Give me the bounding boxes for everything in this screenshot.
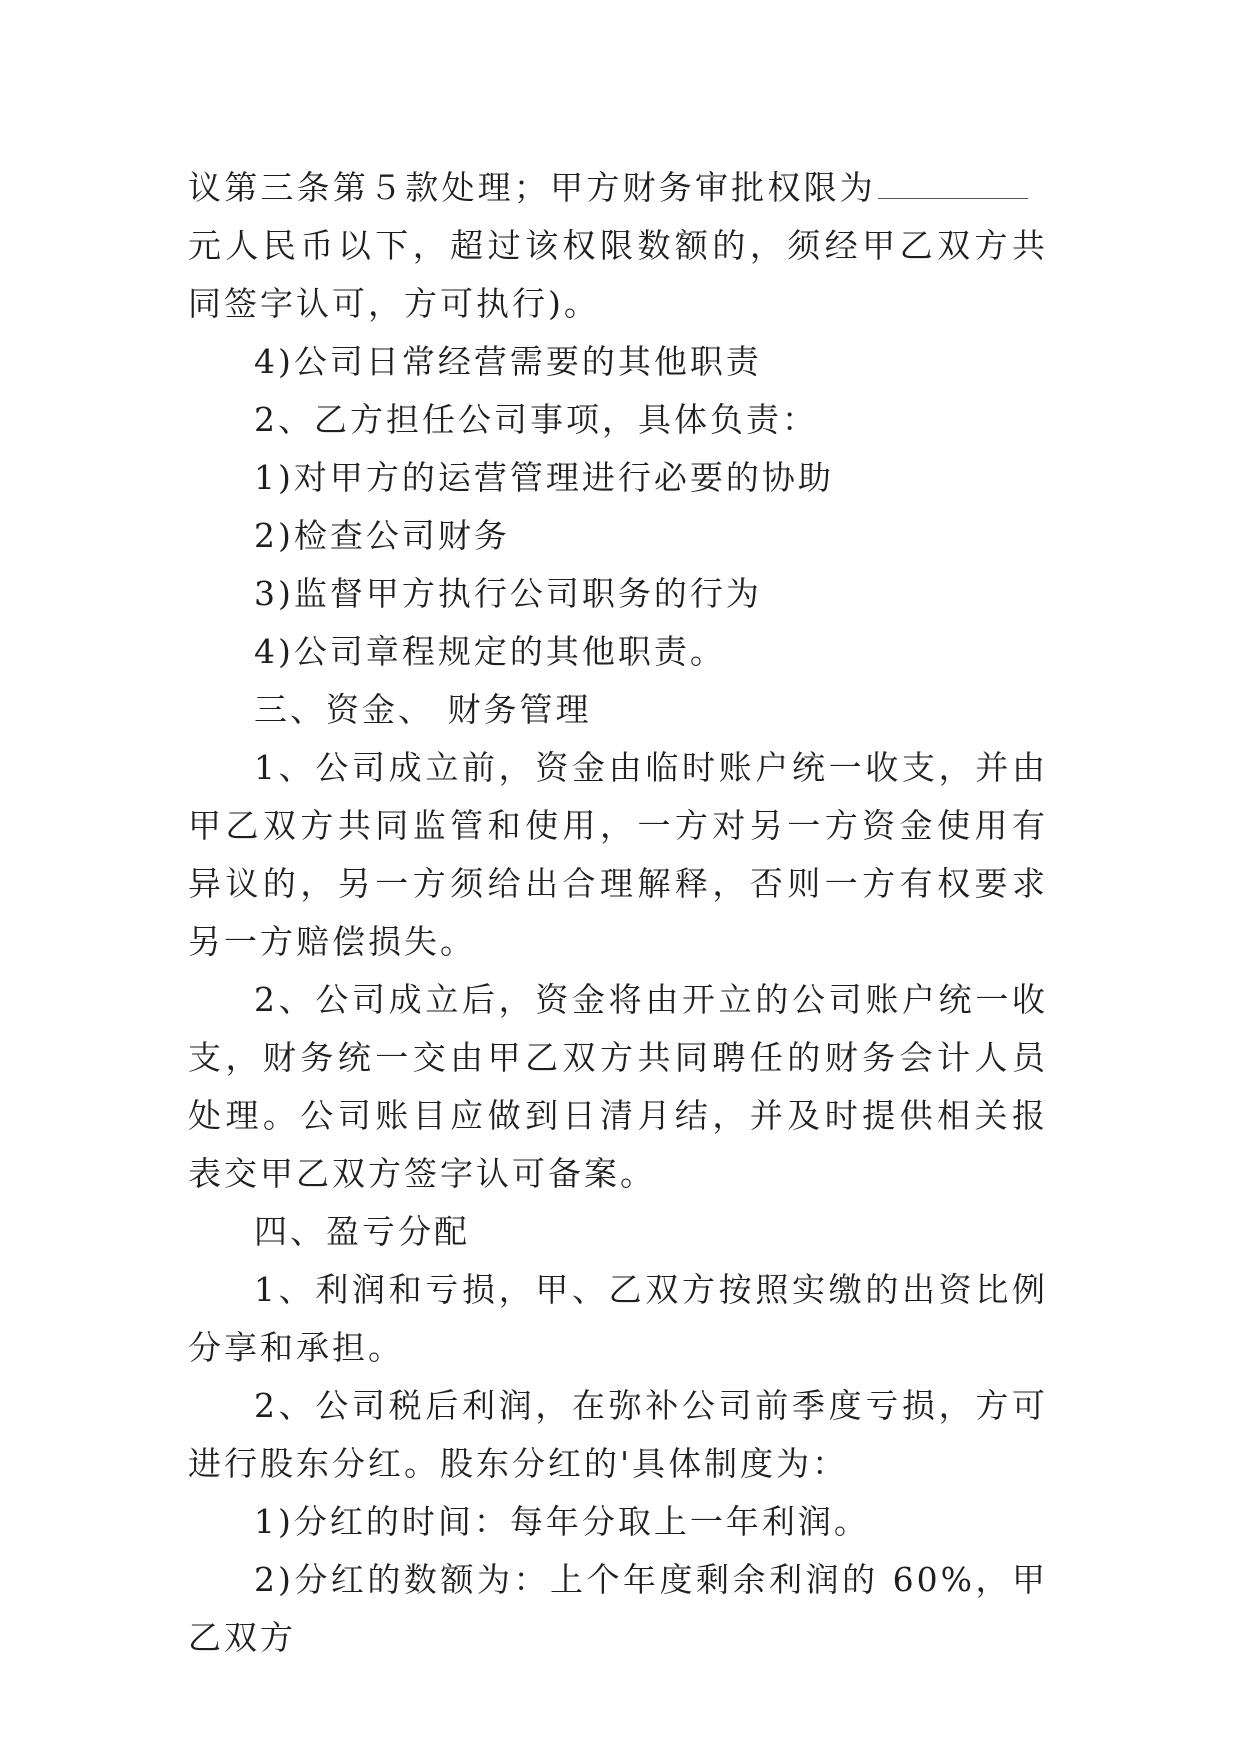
section-heading: 四、盈亏分配 <box>254 1212 470 1251</box>
paragraph: 2)分红的数额为：上个年度剩余利润的 60%，甲乙双方 <box>188 1560 1048 1657</box>
paragraph-text: 元人民币以下，超过该权限数额的，须经甲乙双方共同签字认可，方可执行)。 <box>188 226 1048 323</box>
paragraph: 2、公司税后利润，在弥补公司前季度亏损，方可进行股东分红。股东分红的'具体制度为： <box>188 1386 1048 1483</box>
section-heading: 三、资金、 财务管理 <box>254 690 592 729</box>
paragraph: 3)监督甲方执行公司职务的行为 <box>254 574 762 613</box>
paragraph: 2)检查公司财务 <box>254 516 510 555</box>
document-body <box>188 159 1048 1667</box>
paragraph-approval-limit <box>188 159 1048 333</box>
paragraph: 1)对甲方的运营管理进行必要的协助 <box>254 458 834 497</box>
paragraph: 1)分红的时间：每年分取上一年利润。 <box>254 1502 870 1541</box>
paragraph: 4)公司日常经营需要的其他职责 <box>254 342 762 381</box>
paragraph: 2、乙方担任公司事项，具体负责： <box>254 400 818 439</box>
paragraph: 2、公司成立后，资金将由开立的公司账户统一收支，财务统一交由甲乙双方共同聘任的财务会计人员处理。公司账目应做到日清月结，并及时提供相关报表交甲乙双方签字认可备案。 <box>188 980 1048 1193</box>
paragraph: 4)公司章程规定的其他职责。 <box>254 632 726 671</box>
fill-in-blank <box>878 172 1028 199</box>
paragraph: 1、利润和亏损，甲、乙双方按照实缴的出资比例分享和承担。 <box>188 1270 1048 1367</box>
paragraph-text: 议第三条第５款处理；甲方财务审批权限为 <box>188 168 876 207</box>
paragraph: 1、公司成立前，资金由临时账户统一收支，并由甲乙双方共同监管和使用，一方对另一方资金使用有异议的，另一方须给出合理解释，否则一方有权要求另一方赔偿损失。 <box>188 748 1048 961</box>
